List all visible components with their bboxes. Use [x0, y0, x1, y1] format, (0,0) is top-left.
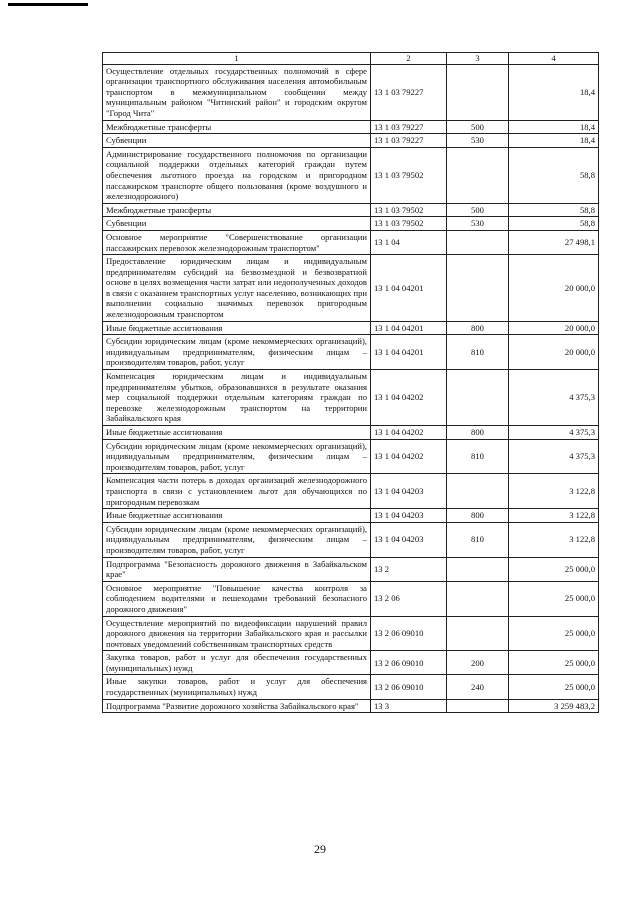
- column-header: 1: [103, 53, 371, 65]
- row-code-cell: 13 2 06 09010: [371, 651, 447, 675]
- table-row: [103, 230, 599, 254]
- row-amount-cell: 18,4: [509, 120, 599, 134]
- table-row: [103, 255, 599, 322]
- row-code-cell: 13 1 03 79227: [371, 64, 447, 120]
- row-code-cell: 13 1 04 04202: [371, 439, 447, 474]
- row-name-cell: Субсидии юридическим лицам (кроме некоммерческих организаций), индивидуальным предпринимателям, физическим лицам – производителям товаров, работ, услуг: [103, 439, 371, 474]
- row-amount-cell: 58,8: [509, 217, 599, 231]
- table-row: [103, 557, 599, 581]
- table-row: [103, 616, 599, 651]
- row-code-cell: 13 1 04 04203: [371, 474, 447, 509]
- table-row: [103, 217, 599, 231]
- row-amount-cell: 25 000,0: [509, 651, 599, 675]
- row-name-cell: Иные бюджетные ассигнования: [103, 426, 371, 440]
- table-header-row: [103, 53, 599, 65]
- row-type-cell: 810: [447, 522, 509, 557]
- row-name-cell: Субсидии юридическим лицам (кроме некоммерческих организаций), индивидуальным предпринимателям, физическим лицам – производителям товаров, работ, услуг: [103, 522, 371, 557]
- row-type-cell: [447, 616, 509, 651]
- table-body: [103, 64, 599, 713]
- row-code-cell: 13 1 03 79502: [371, 147, 447, 203]
- column-header: 2: [371, 53, 447, 65]
- row-name-cell: Основное мероприятие "Совершенствование организации пассажирских перевозок железнодорожным транспортом": [103, 230, 371, 254]
- row-type-cell: [447, 474, 509, 509]
- row-code-cell: 13 2 06: [371, 581, 447, 616]
- row-name-cell: Предоставление юридическим лицам и индивидуальным предпринимателям субсидий на безвозмездной и безвозвратной основе в целях возмещения части затрат или недополученных доходов в связи с оказанием транспортных услуг населению, возникающих при выполнении социально значимых перевозок пригородным железнодорожным транспортом: [103, 255, 371, 322]
- row-name-cell: Межбюджетные трансферты: [103, 120, 371, 134]
- row-type-cell: [447, 581, 509, 616]
- row-amount-cell: 4 375,3: [509, 426, 599, 440]
- table-row: [103, 474, 599, 509]
- row-amount-cell: 25 000,0: [509, 581, 599, 616]
- row-type-cell: [447, 370, 509, 426]
- row-name-cell: Субвенции: [103, 134, 371, 148]
- row-type-cell: 800: [447, 509, 509, 523]
- row-type-cell: [447, 699, 509, 713]
- row-name-cell: Основное мероприятие "Повышение качества контроля за соблюдением водителями и пешеходами требований безопасного дорожного движения": [103, 581, 371, 616]
- row-amount-cell: 20 000,0: [509, 321, 599, 335]
- row-amount-cell: 18,4: [509, 134, 599, 148]
- row-type-cell: 810: [447, 439, 509, 474]
- table-row: [103, 651, 599, 675]
- row-type-cell: [447, 255, 509, 322]
- table-row: [103, 426, 599, 440]
- row-code-cell: 13 1 04: [371, 230, 447, 254]
- row-amount-cell: 25 000,0: [509, 557, 599, 581]
- row-code-cell: 13 1 04 04201: [371, 255, 447, 322]
- row-code-cell: 13 1 04 04201: [371, 335, 447, 370]
- row-amount-cell: 18,4: [509, 64, 599, 120]
- row-type-cell: [447, 64, 509, 120]
- table-row: [103, 203, 599, 217]
- table-row: [103, 370, 599, 426]
- row-code-cell: 13 2 06 09010: [371, 675, 447, 699]
- row-name-cell: Межбюджетные трансферты: [103, 203, 371, 217]
- row-code-cell: 13 1 03 79502: [371, 203, 447, 217]
- column-header: 4: [509, 53, 599, 65]
- row-name-cell: Иные бюджетные ассигнования: [103, 321, 371, 335]
- row-name-cell: Закупка товаров, работ и услуг для обеспечения государственных (муниципальных) нужд: [103, 651, 371, 675]
- row-type-cell: 530: [447, 217, 509, 231]
- table-row: [103, 439, 599, 474]
- row-amount-cell: 3 259 483,2: [509, 699, 599, 713]
- table-row: [103, 675, 599, 699]
- row-amount-cell: 58,8: [509, 147, 599, 203]
- row-name-cell: Компенсация части потерь в доходах организаций железнодорожного транспорта в связи с установлением льгот для обучающихся по пригородным перевозкам: [103, 474, 371, 509]
- row-amount-cell: 58,8: [509, 203, 599, 217]
- row-type-cell: 800: [447, 321, 509, 335]
- table-row: [103, 134, 599, 148]
- table-row: [103, 522, 599, 557]
- row-name-cell: Подпрограмма "Развитие дорожного хозяйства Забайкальского края": [103, 699, 371, 713]
- row-name-cell: Подпрограмма "Безопасность дорожного движения в Забайкальском крае": [103, 557, 371, 581]
- row-name-cell: Субвенции: [103, 217, 371, 231]
- row-name-cell: Иные бюджетные ассигнования: [103, 509, 371, 523]
- page-number: 29: [314, 842, 326, 856]
- row-type-cell: [447, 147, 509, 203]
- table-row: [103, 581, 599, 616]
- row-name-cell: Компенсация юридическим лицам и индивидуальным предпринимателям убытков, образовавшихся в результате оказания мер социальной поддержки отдельным категориям граждан по перевозке железнодорожным транспортом на территории Забайкальского края: [103, 370, 371, 426]
- table-row: [103, 335, 599, 370]
- row-amount-cell: 4 375,3: [509, 439, 599, 474]
- row-amount-cell: 20 000,0: [509, 335, 599, 370]
- row-code-cell: 13 1 04 04203: [371, 509, 447, 523]
- row-amount-cell: 3 122,8: [509, 509, 599, 523]
- row-code-cell: 13 1 04 04201: [371, 321, 447, 335]
- table-row: [103, 699, 599, 713]
- row-code-cell: 13 1 04 04202: [371, 370, 447, 426]
- row-amount-cell: 3 122,8: [509, 474, 599, 509]
- row-code-cell: 13 1 03 79502: [371, 217, 447, 231]
- row-amount-cell: 27 498,1: [509, 230, 599, 254]
- row-amount-cell: 25 000,0: [509, 616, 599, 651]
- row-amount-cell: 20 000,0: [509, 255, 599, 322]
- row-name-cell: Администрирование государственного полномочия по организации социальной поддержки отдельных категорий граждан путем обеспечения льготного проезда на городском и пригородном пассажирском транспорте общего пользования (кроме воздушного и железнодорожного): [103, 147, 371, 203]
- row-name-cell: Осуществление мероприятий по видеофиксации нарушений правил дорожного движения на территории Забайкальского края и рассылки почтовых уведомлений собственникам транспортных средств: [103, 616, 371, 651]
- row-code-cell: 13 2: [371, 557, 447, 581]
- row-type-cell: [447, 557, 509, 581]
- row-type-cell: 800: [447, 426, 509, 440]
- table-row: [103, 147, 599, 203]
- row-name-cell: Осуществление отдельных государственных полномочий в сфере организации транспортного обслуживания населения автомобильным транспортом в межмуниципальном сообщении между муниципальным районом "Читинский район" и городским округом "Город Чита": [103, 64, 371, 120]
- table-row: [103, 120, 599, 134]
- row-code-cell: 13 1 03 79227: [371, 134, 447, 148]
- row-code-cell: 13 1 04 04202: [371, 426, 447, 440]
- row-type-cell: 810: [447, 335, 509, 370]
- row-amount-cell: 3 122,8: [509, 522, 599, 557]
- row-type-cell: 200: [447, 651, 509, 675]
- column-header: 3: [447, 53, 509, 65]
- row-type-cell: [447, 230, 509, 254]
- row-name-cell: Иные закупки товаров, работ и услуг для обеспечения государственных (муниципальных) нужд: [103, 675, 371, 699]
- budget-table: [102, 52, 599, 713]
- table-row: [103, 321, 599, 335]
- row-name-cell: Субсидии юридическим лицам (кроме некоммерческих организаций), индивидуальным предпринимателям, физическим лицам – производителям товаров, работ, услуг: [103, 335, 371, 370]
- row-code-cell: 13 2 06 09010: [371, 616, 447, 651]
- row-type-cell: 500: [447, 203, 509, 217]
- row-type-cell: 530: [447, 134, 509, 148]
- top-rule-mark: [8, 3, 88, 6]
- table-row: [103, 64, 599, 120]
- row-amount-cell: 4 375,3: [509, 370, 599, 426]
- row-type-cell: 240: [447, 675, 509, 699]
- row-amount-cell: 25 000,0: [509, 675, 599, 699]
- row-type-cell: 500: [447, 120, 509, 134]
- row-code-cell: 13 1 04 04203: [371, 522, 447, 557]
- row-code-cell: 13 1 03 79227: [371, 120, 447, 134]
- table-row: [103, 509, 599, 523]
- row-code-cell: 13 3: [371, 699, 447, 713]
